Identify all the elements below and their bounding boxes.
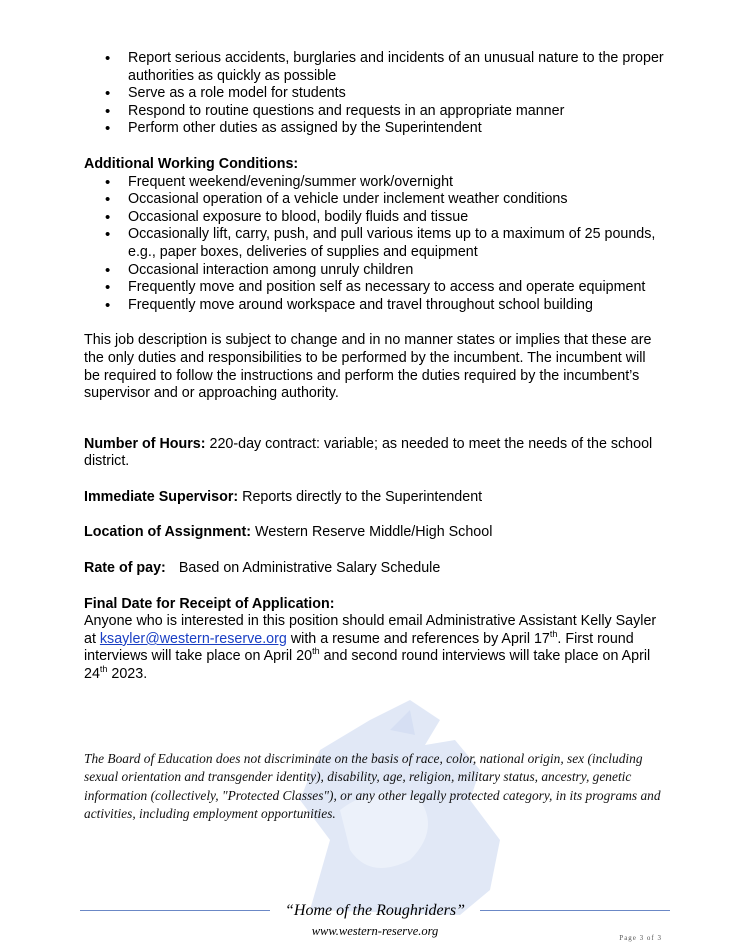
footer-url: www.western-reserve.org xyxy=(311,924,439,938)
hours-label: Number of Hours: xyxy=(84,435,206,452)
hours-field xyxy=(84,436,664,471)
ordinal-suffix: th xyxy=(312,646,320,657)
body-content xyxy=(84,50,664,684)
supervisor-field xyxy=(84,489,664,507)
application-text: 2023. xyxy=(107,666,148,683)
footer-motto: “Home of the Roughriders” xyxy=(285,902,465,919)
list-item: • Frequently move and position self as necessary to access and operate equipment xyxy=(84,279,664,297)
list-item: • Serve as a role model for students xyxy=(84,85,664,103)
list-item: • Occasionally lift, carry, push, and pull various items up to a maximum of 25 pounds, e.g., paper boxes, deliveries of supplies and equipment xyxy=(84,226,664,261)
application-text: . First round interviews will take place on April 20 xyxy=(84,630,634,665)
supervisor-label: Immediate Supervisor: xyxy=(84,488,239,505)
list-item: • Frequently move around workspace and travel throughout school building xyxy=(84,297,664,315)
pay-field xyxy=(84,560,664,578)
list-item: • Perform other duties as assigned by the Superintendent xyxy=(84,120,664,138)
application-text: and second round interviews will take place on April 24 xyxy=(84,648,651,683)
ordinal-suffix: th xyxy=(99,664,108,675)
ordinal-suffix: th xyxy=(549,629,558,640)
application-text: Anyone who is interested in this position should email Administrative Assistant Kelly Sayler at xyxy=(84,613,657,647)
disclaimer-paragraph: This job description is subject to change and in no manner states or implies that these are the only duties and responsibilities to be performed by the incumbent. The incumbent will be required to follow the instructions and perform the duties required by the incumbent’s supervisor and or approaching authority. xyxy=(84,332,652,402)
location-label: Location of Assignment: xyxy=(84,524,252,541)
hours-value: 220-day contract: variable; as needed to meet the needs of the school district. xyxy=(84,435,653,470)
pay-label: Rate of pay: xyxy=(84,560,166,577)
conditions-list xyxy=(84,174,664,315)
location-value: Western Reserve Middle/High School xyxy=(251,524,493,541)
list-item: • Frequent weekend/evening/summer work/overnight xyxy=(84,174,664,192)
duties-list xyxy=(84,50,664,138)
application-text: with a resume and references by April 17 xyxy=(286,630,550,647)
application-section xyxy=(84,596,664,684)
list-item: • Occasional operation of a vehicle under inclement weather conditions xyxy=(84,191,664,209)
page-number: Page 3 of 3 xyxy=(619,934,662,942)
supervisor-value: Reports directly to the Superintendent xyxy=(238,488,483,505)
list-item: • Report serious accidents, burglaries and incidents of an unusual nature to the proper authorities as quickly as possible xyxy=(84,50,664,85)
email-link[interactable]: ksayler@western-reserve.org xyxy=(99,630,287,647)
nondiscrimination-statement: The Board of Education does not discriminate on the basis of race, color, national origin, sex (including sexual orientation and transgender identity), disability, age, religion, military status, ancestry, genetic information (collectively, "Protected Classes"), or any other legally protected category, in its programs and activities, including employment opportunities. xyxy=(84,751,661,822)
pay-value: Based on Administrative Salary Schedule xyxy=(178,560,441,577)
list-item: • Occasional exposure to blood, bodily fluids and tissue xyxy=(84,209,664,227)
application-heading: Final Date for Receipt of Application: xyxy=(84,595,335,612)
list-item: • Occasional interaction among unruly children xyxy=(84,262,664,280)
conditions-heading: Additional Working Conditions: xyxy=(84,155,299,172)
list-item: • Respond to routine questions and requests in an appropriate manner xyxy=(84,103,664,121)
location-field xyxy=(84,524,664,542)
